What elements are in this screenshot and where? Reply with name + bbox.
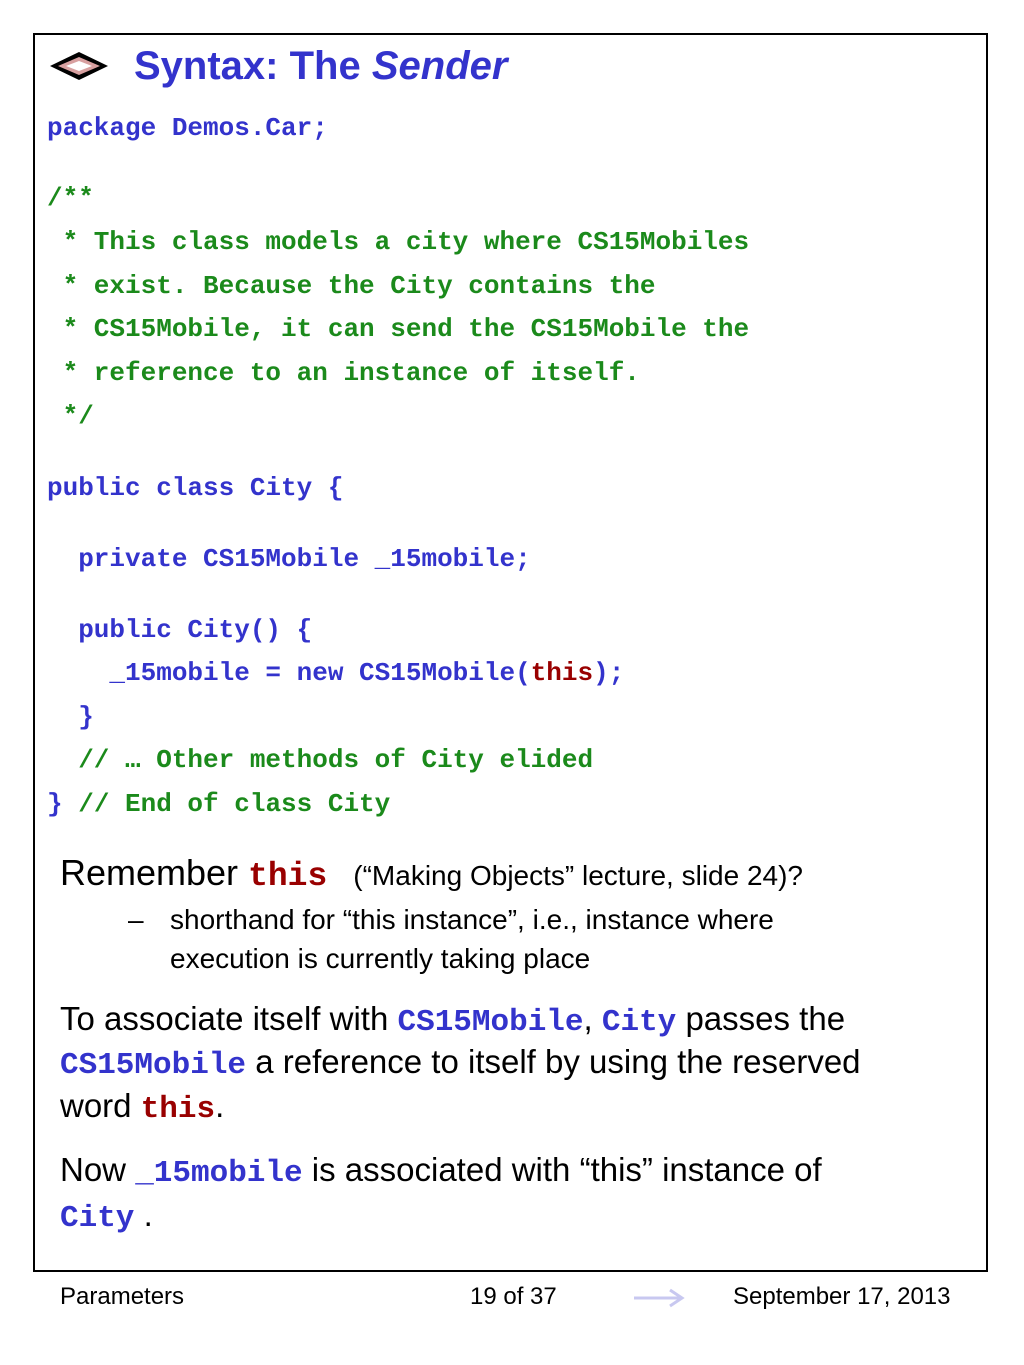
now-code-city: City bbox=[60, 1201, 135, 1236]
code-line-constructor: public City() { bbox=[47, 615, 313, 645]
now-code-15mobile: _15mobile bbox=[135, 1156, 303, 1191]
remember-paren: (“Making Objects” lecture, slide 24)? bbox=[353, 860, 804, 891]
associate-code-cs15mobile: CS15Mobile bbox=[397, 1005, 584, 1040]
sub-text-1: shorthand for “this instance”, i.e., instance where bbox=[170, 904, 774, 935]
title-prefix: Syntax: The bbox=[134, 43, 372, 88]
remember-sub-line-2: execution is currently taking place bbox=[170, 943, 591, 974]
sub-dash: – bbox=[128, 904, 144, 935]
code-line-assignment bbox=[47, 658, 624, 688]
associate-text: word bbox=[60, 1087, 141, 1124]
now-text: is associated with “this” instance of bbox=[302, 1151, 822, 1188]
code-line-class-decl: public class City { bbox=[47, 473, 344, 503]
associate-text: To associate itself with bbox=[60, 1000, 398, 1037]
footer-date: September 17, 2013 bbox=[733, 1283, 951, 1310]
code-comment-line: * exist. Because the City contains the bbox=[47, 271, 656, 301]
code-line-field: private CS15Mobile _15mobile; bbox=[47, 544, 531, 574]
associate-line-3 bbox=[60, 1085, 224, 1131]
associate-this-keyword: this bbox=[140, 1092, 216, 1127]
code-line-end-class bbox=[47, 789, 390, 819]
associate-text: a reference to itself by using the reserved bbox=[246, 1043, 861, 1080]
code-end-comment: // End of class City bbox=[62, 789, 391, 819]
code-end-brace: } bbox=[47, 789, 63, 819]
associate-code-city: City bbox=[601, 1005, 677, 1040]
associate-text: passes the bbox=[676, 1000, 846, 1037]
code-comment-close: */ bbox=[47, 401, 94, 431]
associate-line-1 bbox=[60, 998, 845, 1044]
now-line-1 bbox=[60, 1149, 822, 1195]
code-comment-line: * This class models a city where CS15Mobiles bbox=[47, 227, 750, 257]
now-text: Now bbox=[60, 1151, 136, 1188]
associate-period: . bbox=[215, 1087, 225, 1124]
code-line-close-brace: } bbox=[47, 702, 94, 732]
associate-code-cs15mobile: CS15Mobile bbox=[60, 1048, 247, 1083]
code-assignment-start: _15mobile = new CS15Mobile( bbox=[47, 658, 531, 688]
code-line-elided-comment: // … Other methods of City elided bbox=[47, 745, 594, 775]
title-emphasis: Sender bbox=[371, 43, 508, 88]
associate-comma: , bbox=[583, 1000, 602, 1037]
slide-title-row bbox=[48, 38, 507, 94]
code-this-keyword: this bbox=[530, 658, 594, 688]
code-comment-line: * CS15Mobile, it can send the CS15Mobile the bbox=[47, 314, 750, 344]
footer-title: Parameters bbox=[60, 1283, 185, 1310]
footer-page-number: 19 of 37 bbox=[470, 1283, 557, 1310]
remember-sub-line-1 bbox=[128, 900, 774, 939]
associate-line-2 bbox=[60, 1041, 861, 1087]
remember-this-keyword: this bbox=[248, 858, 328, 895]
now-line-2 bbox=[60, 1194, 153, 1240]
code-assignment-end: ); bbox=[593, 658, 625, 688]
now-period: . bbox=[134, 1196, 153, 1233]
remember-line bbox=[60, 852, 803, 898]
remember-lead: Remember bbox=[60, 852, 249, 893]
right-arrow-icon[interactable] bbox=[632, 1286, 686, 1310]
code-line-package: package Demos.Car; bbox=[47, 113, 328, 143]
slide-title bbox=[134, 44, 507, 89]
code-comment-open: /** bbox=[47, 183, 94, 213]
diamond-bullet-icon bbox=[48, 48, 110, 84]
code-comment-line: * reference to an instance of itself. bbox=[47, 358, 640, 388]
